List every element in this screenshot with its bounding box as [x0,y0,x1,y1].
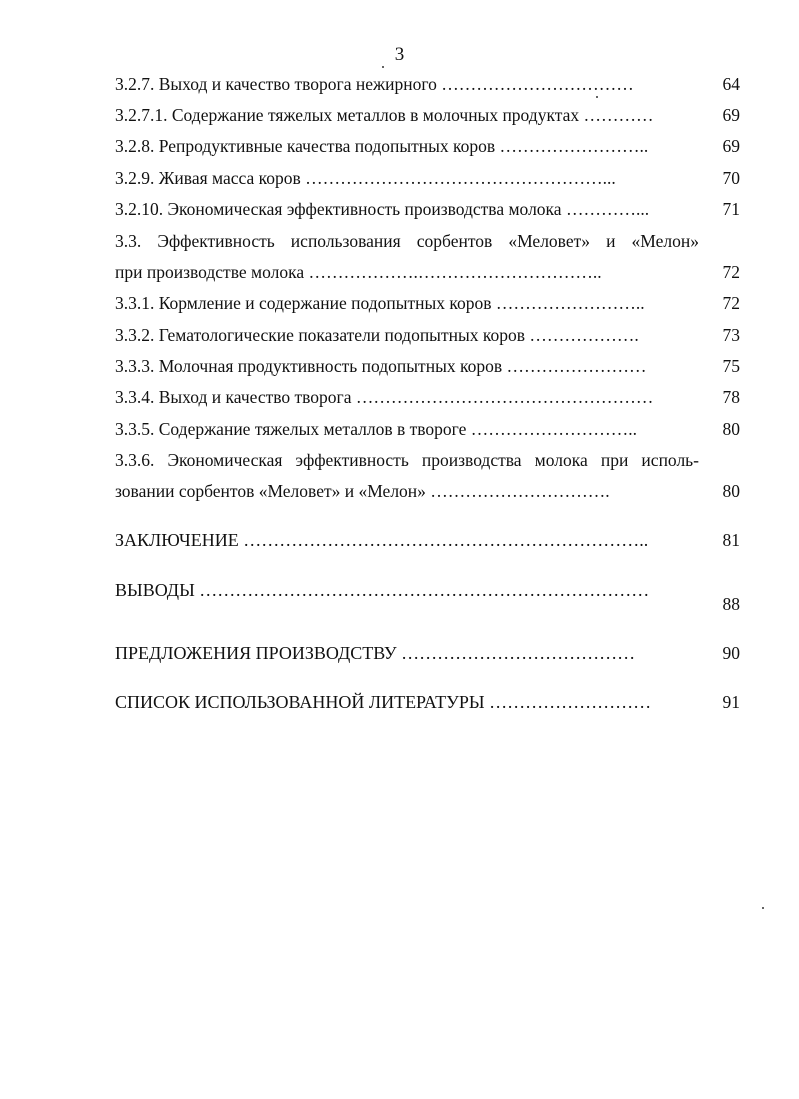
toc-entry-title: ЗАКЛЮЧЕНИЕ ………………………………………………………….. [115,530,649,550]
toc-entry-title: 3.3.2. Гематологические показатели подопытных коров ………………. [115,325,639,345]
toc-entry-page: 81 [722,530,740,550]
toc-entry-page: 88 [722,594,740,614]
toc-entry-page: 69 [722,105,740,125]
scan-speck [596,96,598,98]
toc-entry-title: 3.3.3. Молочная продуктивность подопытных коров …………………… [115,356,647,376]
toc-entry-page: 69 [722,136,740,156]
toc-entry-title: 3.2.8. Репродуктивные качества подопытных коров …………………….. [115,136,649,156]
page-number: 3 [394,44,405,65]
toc-entry-page: 90 [722,643,740,663]
toc-entry-page: 80 [722,481,740,501]
toc-entry-page: 72 [722,262,740,282]
toc-entry-page: 71 [722,199,740,219]
toc-entry-page: 80 [722,419,740,439]
toc-entry-title: 3.2.10. Экономическая эффективность производства молока …………... [115,199,650,219]
toc-entry-title: ПРЕДЛОЖЕНИЯ ПРОИЗВОДСТВУ ………………………………… [115,643,636,663]
toc-entry-title: ВЫВОДЫ ………………………………………………………………… [115,580,650,600]
scan-speck [762,907,764,909]
toc-entry-title: 3.2.9. Живая масса коров ……………………………………………... [115,168,616,188]
toc-entry-title: 3.3.6. Экономическая эффективность производства молока при исполь- [115,450,699,470]
toc-entry-page: 73 [722,325,740,345]
toc-entry-page: 64 [722,74,740,94]
toc-entry-page: 72 [722,293,740,313]
toc-entry-title: 3.3.4. Выход и качество творога …………………………………………… [115,387,654,407]
toc-entry-title: 3.3.5. Содержание тяжелых металлов в твороге ……………………….. [115,419,638,439]
scan-speck [382,66,384,68]
toc-entry-title: СПИСОК ИСПОЛЬЗОВАННОЙ ЛИТЕРАТУРЫ ……………………… [115,692,652,712]
toc-entry-title: 3.3.1. Кормление и содержание подопытных коров …………………….. [115,293,645,313]
toc-entry-page: 91 [722,692,740,712]
toc-entry-title: зовании сорбентов «Меловет» и «Мелон» …………………………. [115,481,610,501]
toc-entry-page: 70 [722,168,740,188]
toc-entry-title: 3.2.7. Выход и качество творога нежирного …………………………… [115,74,634,94]
toc-entry-title: 3.3. Эффективность использования сорбентов «Меловет» и «Мелон» [115,231,699,251]
toc-entry-title: 3.2.7.1. Содержание тяжелых металлов в молочных продуктах ………… [115,105,654,125]
toc-entry-page: 78 [722,387,740,407]
toc-entry-title: при производстве молока ……………….………………………….. [115,262,602,282]
toc-entry-page: 75 [722,356,740,376]
